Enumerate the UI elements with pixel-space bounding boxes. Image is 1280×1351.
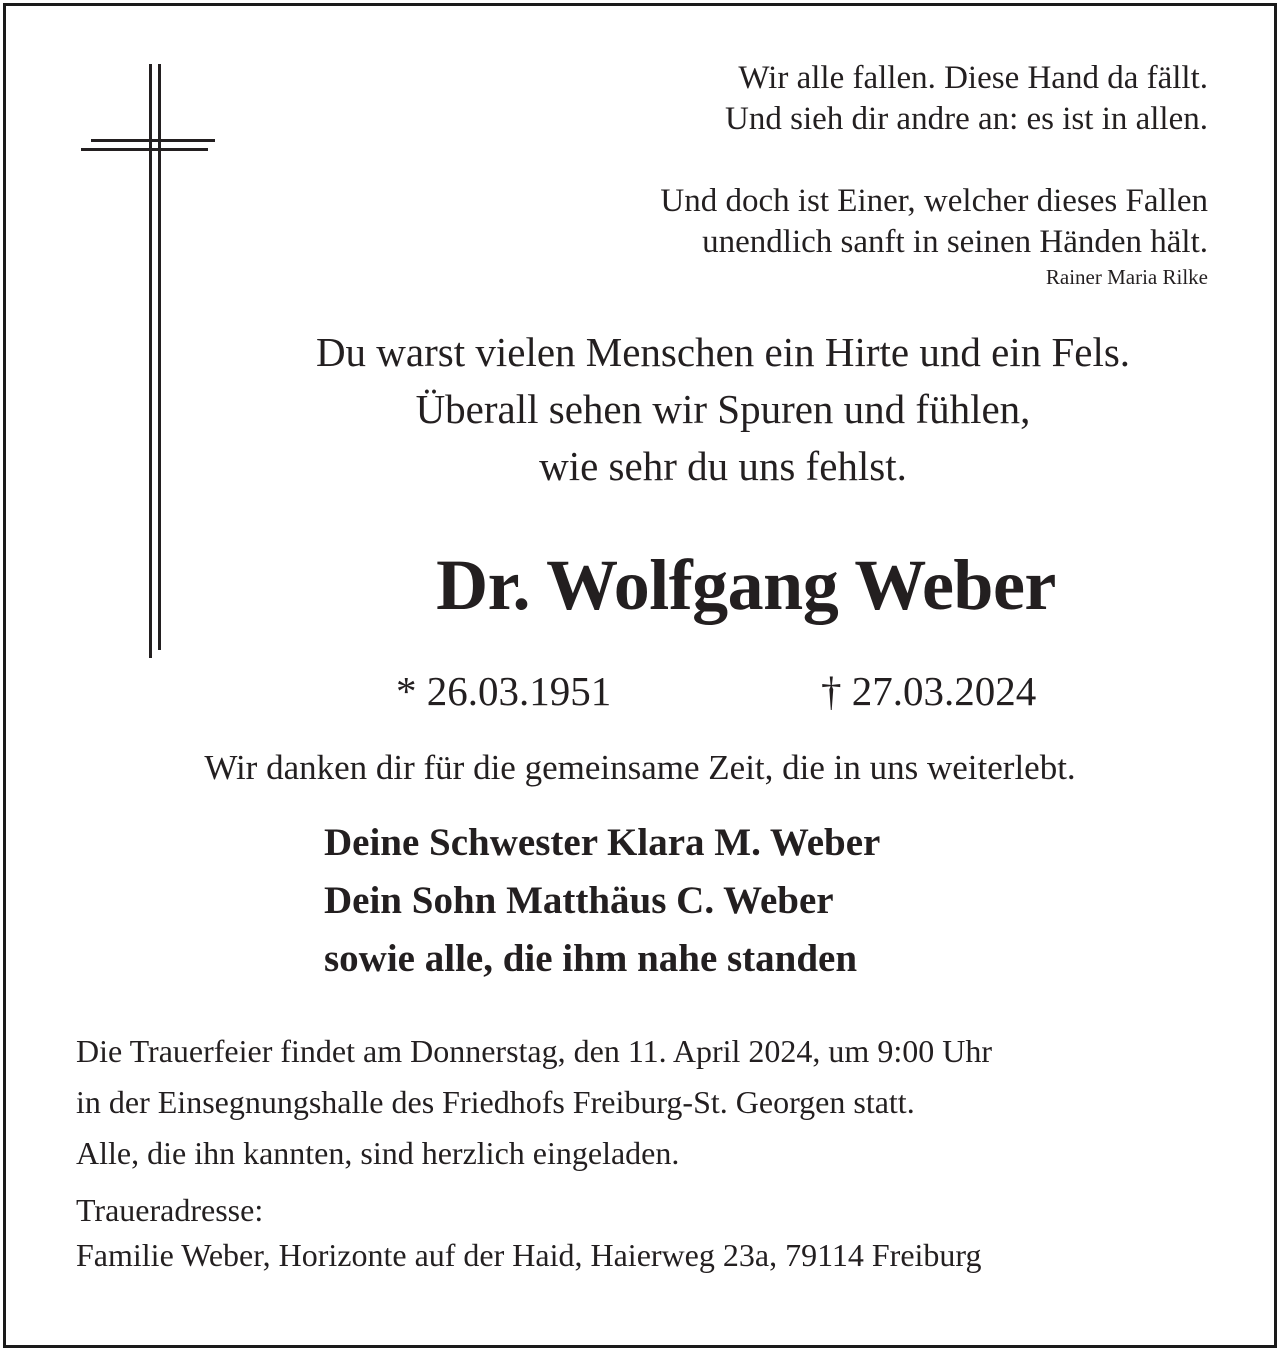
poem-stanza-1 [725, 58, 1208, 140]
tribute-text [206, 324, 1240, 495]
deceased-name: Dr. Wolfgang Weber [436, 545, 1056, 625]
poem-line: Wir alle fallen. Diese Hand da fällt. [738, 60, 1208, 96]
poem-stanza-2 [660, 181, 1208, 263]
mourning-address [76, 1188, 982, 1278]
address-value: Familie Weber, Horizonte auf der Haid, Haierweg 23a, 79114 Freiburg [76, 1237, 982, 1273]
ceremony-info [76, 1026, 992, 1179]
cross-vertical-bar [149, 64, 152, 658]
cross-horizontal-bar [81, 148, 208, 151]
poem-author: Rainer Maria Rilke [1045, 265, 1208, 289]
thanks-line: Wir danken dir für die gemeinsame Zeit, die in uns weiterlebt. [204, 748, 1076, 787]
cross-horizontal-bar [91, 139, 215, 142]
address-label: Traueradresse: [76, 1192, 264, 1228]
mourner: Deine Schwester Klara M. Weber [324, 821, 881, 864]
mourner: Dein Sohn Matthäus C. Weber [324, 879, 834, 922]
tribute-line: wie sehr du uns fehlst. [539, 443, 907, 489]
tribute-line: Überall sehen wir Spuren und fühlen, [415, 386, 1031, 432]
ceremony-line: Alle, die ihn kannten, sind herzlich eingeladen. [76, 1135, 680, 1171]
ceremony-line: Die Trauerfeier findet am Donnerstag, den 11. April 2024, um 9:00 Uhr [76, 1033, 992, 1069]
ceremony-line: in der Einsegnungshalle des Friedhofs Freiburg-St. Georgen statt. [76, 1084, 915, 1120]
death-date: † 27.03.2024 [821, 668, 1037, 714]
tribute-line: Du warst vielen Menschen ein Hirte und ein Fels. [315, 329, 1131, 375]
mourner: sowie alle, die ihm nahe standen [324, 937, 858, 980]
obituary-notice [3, 3, 1277, 1348]
cross-vertical-bar [158, 64, 161, 650]
poem-line: Und doch ist Einer, welcher dieses Fallen [660, 183, 1208, 219]
birth-date: * 26.03.1951 [396, 668, 612, 714]
poem-line: unendlich sanft in seinen Händen hält. [702, 224, 1208, 260]
poem-line: Und sieh dir andre an: es ist in allen. [725, 101, 1208, 137]
mourners-list [324, 814, 880, 988]
